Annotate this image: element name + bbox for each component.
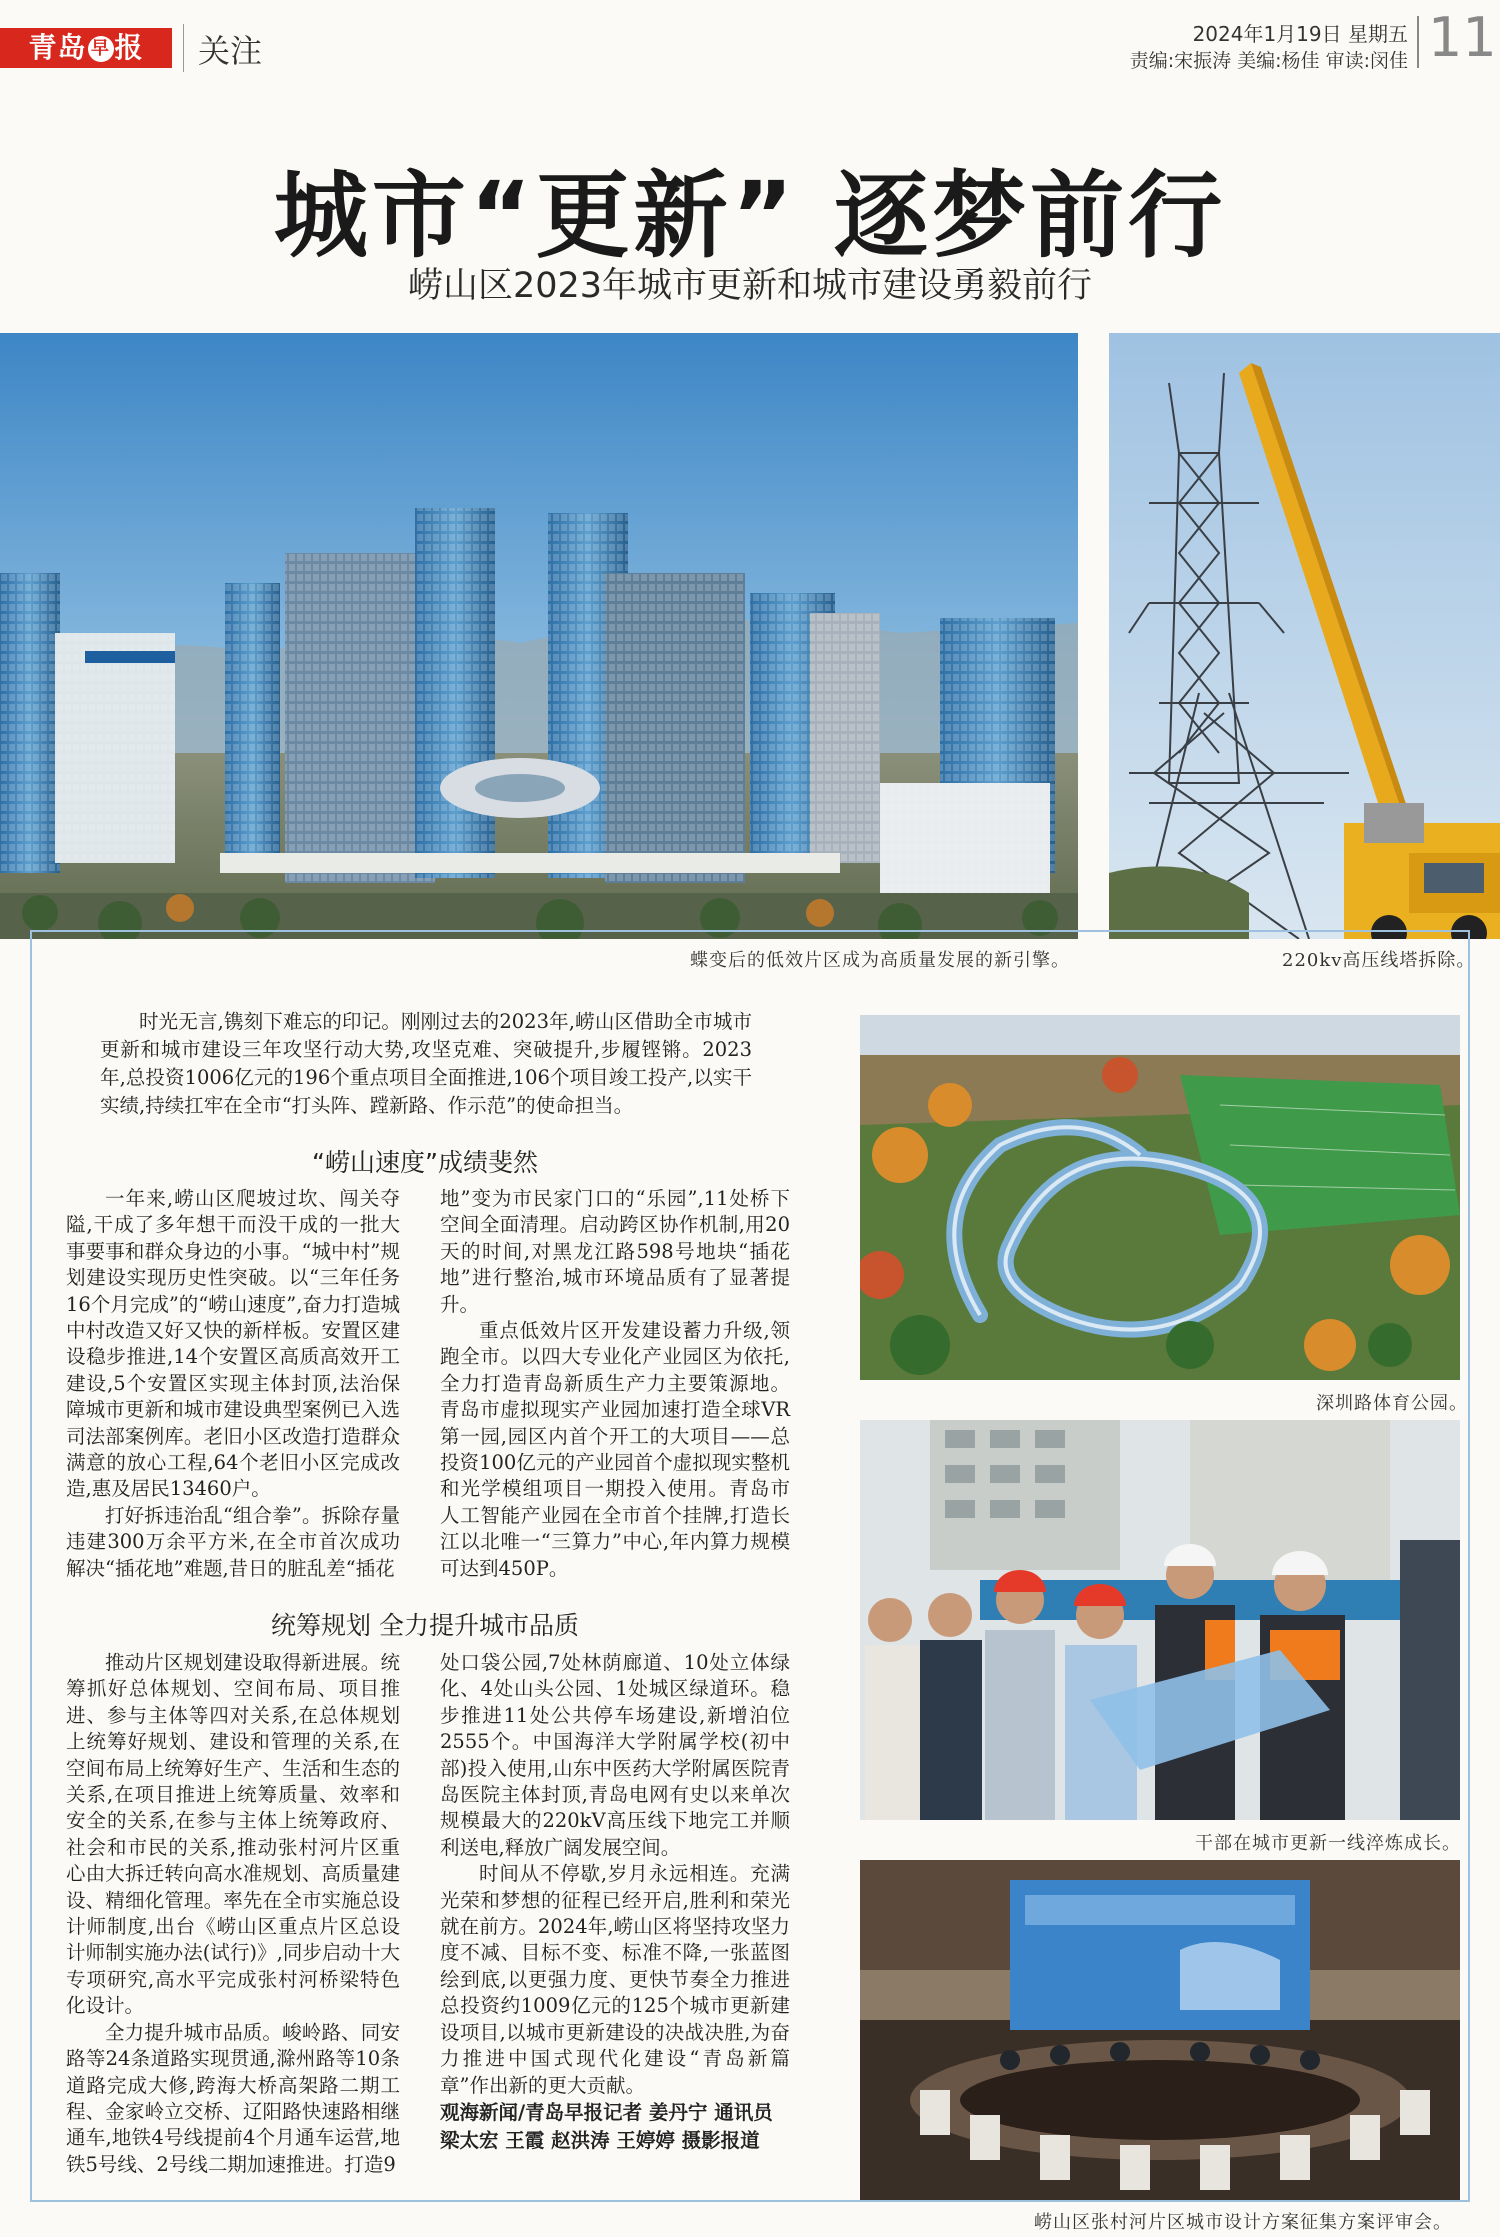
section2-column-right — [440, 1650, 790, 2155]
section2-left-paragraph-2: 全力提升城市品质。峻岭路、同安路等24条道路实现贯通,滁州路等10条道路完成大修,跨海大桥高架路二期工程、金家岭立交桥、辽阳路快速路相继通车,地铁4号线提前4个月通车运营,地铁5号线、2号线二期加速推进。打造9 — [66, 2020, 400, 2176]
section1-left-paragraph-1: 一年来,崂山区爬坡过坎、闯关夺隘,干成了多年想干而没干成的一批大事要事和群众身边的小事。“城中村”规划建设实现历史性突破。以“三年任务16个月完成”的“崂山速度”,奋力打造城中村改造又好又快的新样板。安置区建设稳步推进,14个安置区高质高效开工建设,5个安置区实现主体封顶,法治保障城市更新和城市建设典型案例已入选司法部案例库。老旧小区改造打造群众满意的放心工程,64个老旧小区完成改造,惠及居民13460户。 — [66, 1187, 400, 1501]
editors-credit: 责编:宋振涛 美编:杨佳 审读:闵佳 — [1129, 50, 1408, 72]
photo-power-tower — [1109, 333, 1500, 939]
cadres-site-illustration — [860, 1420, 1460, 1820]
section2-right-paragraph-1: 处口袋公园,7处林荫廊道、10处立体绿化、4处山头公园、1处城区绿道环。稳步推进11处公共停车场建设,新增泊位2555个。中国海洋大学附属学校(初中部)投入使用,山东中医药大学附属医院青岛医院主体封顶,青岛电网有史以来单次规模最大的220kV高压线下地完工并顺利送电,释放广阔发展空间。 — [440, 1651, 790, 1859]
section1-column-right — [440, 1186, 790, 1582]
photo-caption-meeting: 崂山区张村河片区城市设计方案征集方案评审会。 — [1034, 2212, 1452, 2233]
photo-sports-park — [860, 1015, 1460, 1380]
article-byline — [440, 2099, 790, 2155]
intro-paragraph: 时光无言,镌刻下难忘的印记。刚刚过去的2023年,崂山区借助全市城市更新和城市建设三年攻坚行动大势,攻坚克难、突破提升,步履铿锵。2023年,总投资1006亿元的196个重点项目全面推进,106个项目竣工投产,以实干实绩,持续扛牢在全市“打头阵、蹚新路、作示范”的使命担当。 — [100, 1010, 752, 1117]
page-number-divider — [1417, 16, 1419, 68]
page-number: 11 — [1428, 6, 1497, 69]
masthead — [0, 0, 1500, 82]
photo-city-skyline — [0, 333, 1078, 939]
photo-caption-workers: 干部在城市更新一线淬炼成长。 — [1195, 1833, 1461, 1854]
section-divider — [183, 24, 184, 72]
issue-date: 2024年1月19日 星期五 — [1192, 22, 1408, 46]
newspaper-logo — [0, 28, 172, 68]
photo-caption-tower: 220kv高压线塔拆除。 — [1282, 950, 1476, 971]
sports-park-illustration — [860, 1015, 1460, 1380]
byline-line-2: 梁太宏 王霞 赵洪涛 王婷婷 摄影报道 — [440, 2128, 760, 2152]
section-heading-2: 统筹规划 全力提升城市品质 — [271, 1611, 579, 1640]
logo-text-mid: 早 — [88, 36, 114, 62]
page-subheadline: 崂山区2023年城市更新和城市建设勇毅前行 — [407, 266, 1093, 306]
section2-column-left — [66, 1650, 400, 2178]
section2-right-paragraph-2: 时间从不停歇,岁月永远相连。充满光荣和梦想的征程已经开启,胜利和荣光就在前方。2024年,崂山区将坚持攻坚力度不减、目标不变、标准不降,一张蓝图绘到底,以更强力度、更快节奏全力推进总投资约1009亿元的125个城市更新建设项目,以城市更新建设的决战决胜,为奋力推进中国式现代化建设“青岛新篇章”作出新的更大贡献。 — [440, 1862, 790, 2097]
section2-left-paragraph-1: 推动片区规划建设取得新进展。统筹抓好总体规划、空间布局、项目推进、参与主体等四对关系,在总体规划上统筹好规划、建设和管理的关系,在空间布局上统筹好生产、生活和生态的关系,在项目推进上统筹质量、效率和安全的关系,在参与主体上统筹政府、社会和市民的关系,推动张村河片区重心由大拆迁转向高水准规划、高质量建设、精细化管理。率先在全市实施总设计师制度,出台《崂山区重点片区总设计师制实施办法(试行)》,同步启动十大专项研究,高水平完成张村河桥梁特色化设计。 — [66, 1651, 400, 2018]
photo-review-meeting — [860, 1860, 1460, 2200]
photo-cadres-site — [860, 1420, 1460, 1820]
section1-left-paragraph-2: 打好拆违治乱“组合拳”。拆除存量违建300万余平方米,在全市首次成功解决“插花地”难题,昔日的脏乱差“插花 — [66, 1503, 400, 1580]
photo-caption-main: 蝶变后的低效片区成为高质量发展的新引擎。 — [690, 950, 1070, 971]
section1-right-paragraph-1: 地”变为市民家门口的“乐园”,11处桥下空间全面清理。启动跨区协作机制,用20天的时间,对黑龙江路598号地块“插花地”进行整治,城市环境品质有了显著提升。 — [440, 1187, 790, 1316]
power-tower-illustration — [1109, 333, 1500, 939]
logo-text-left: 青岛 — [28, 31, 87, 64]
page-headline: 城市“更新” 逐梦前行 — [273, 162, 1227, 271]
city-skyline-illustration — [0, 333, 1078, 939]
section-name: 关注 — [198, 32, 263, 70]
review-meeting-illustration — [860, 1860, 1460, 2200]
section1-right-paragraph-2: 重点低效片区开发建设蓄力升级,领跑全市。以四大专业化产业园区为依托,全力打造青岛新质生产力主要策源地。青岛市虚拟现实产业园加速打造全球VR第一园,园区内首个开工的大项目——总投资100亿元的产业园首个虚拟现实整机和光学模组项目一期投入使用。青岛市人工智能产业园在全市首个挂牌,打造长江以北唯一“三算力”中心,年内算力规模可达到450P。 — [440, 1319, 790, 1580]
section1-column-left — [66, 1186, 400, 1582]
logo-text-right: 报 — [114, 31, 144, 64]
article-intro — [100, 1008, 752, 1120]
byline-line-1: 观海新闻/青岛早报记者 姜丹宁 通讯员 — [440, 2100, 773, 2124]
section-heading-1: “崂山速度”成绩斐然 — [312, 1148, 538, 1177]
photo-caption-park: 深圳路体育公园。 — [1316, 1393, 1468, 1414]
